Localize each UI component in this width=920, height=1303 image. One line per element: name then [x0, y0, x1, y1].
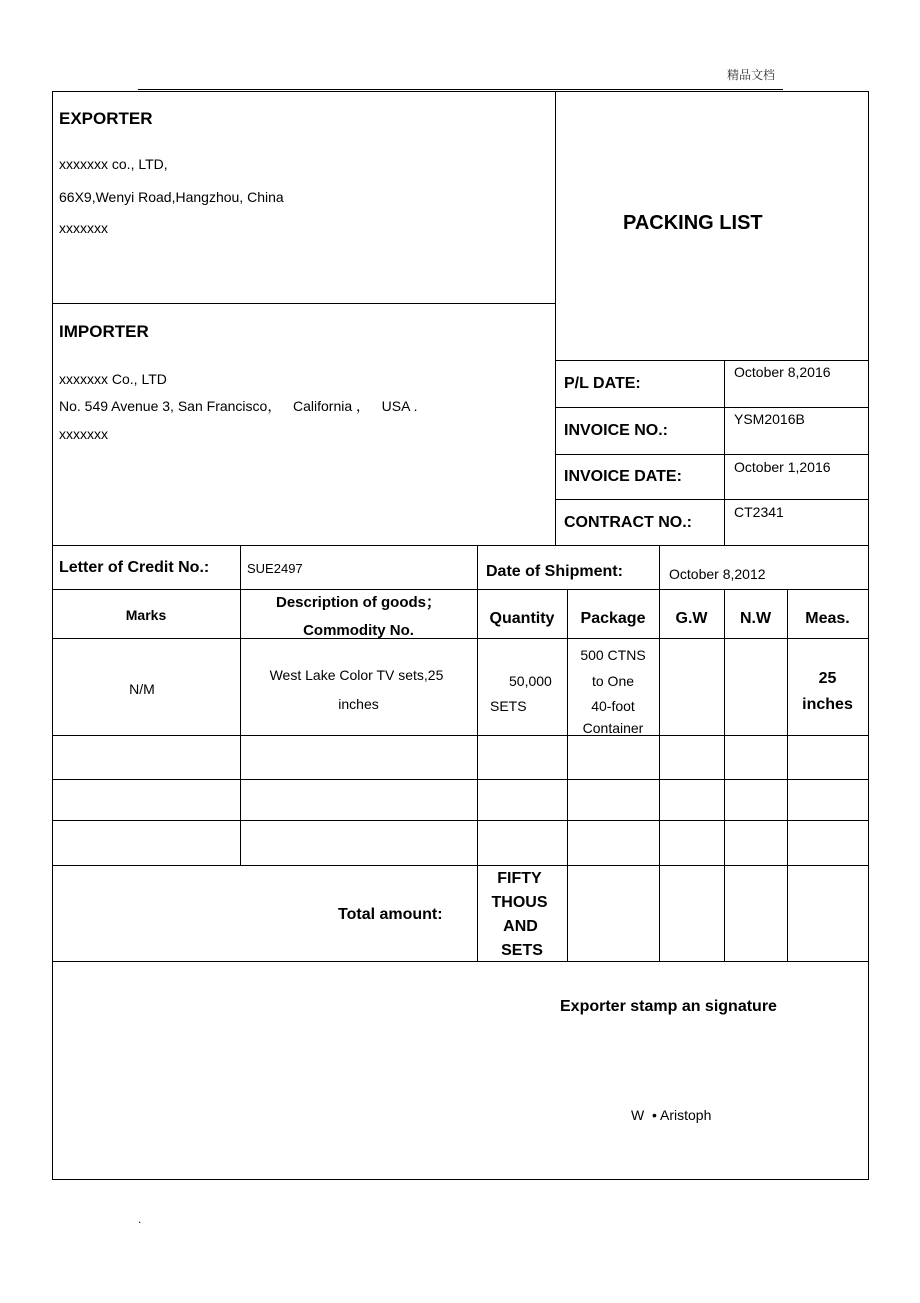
divider-meta-1: [555, 407, 868, 408]
col-header-desc-line2: Commodity No.: [303, 622, 414, 639]
credit-label: Letter of Credit No.:: [59, 559, 210, 576]
watermark-text: 精品文档: [727, 68, 776, 82]
signature-name: W • Aristoph: [631, 1107, 712, 1123]
frame-right: [868, 91, 869, 1179]
col-header-quantity: Quantity: [489, 610, 555, 627]
invoice-no-value: YSM2016B: [734, 411, 805, 427]
importer-line2: No. 549 Avenue 3, San Francisco， California ， USA .: [59, 398, 418, 414]
item-meas-line1: 25: [818, 670, 837, 687]
frame-left: [52, 91, 53, 1179]
item-pkg-line1: 500 CTNS: [580, 647, 646, 663]
divider-credit-top: [52, 545, 869, 546]
contract-no-label: CONTRACT NO.:: [564, 514, 692, 531]
exporter-line3: xxxxxxx: [59, 220, 108, 236]
total-label: Total amount:: [338, 906, 443, 923]
divider-meta-3: [555, 499, 868, 500]
divider-credit-v2: [477, 545, 478, 589]
credit-value: SUE2497: [247, 561, 303, 576]
item-qty-line1: 50,000: [509, 673, 552, 689]
divider-header-top: [52, 589, 869, 590]
divider-row-4: [52, 865, 869, 866]
col-line-gw: [724, 589, 725, 961]
divider-meta-2: [555, 454, 868, 455]
frame-top: [52, 91, 869, 92]
divider-credit-v1: [240, 545, 241, 589]
divider-row-3: [52, 820, 869, 821]
total-line1: FIFTY: [497, 870, 542, 887]
item-desc-line1: West Lake Color TV sets,25: [269, 667, 444, 683]
col-line-nw: [787, 589, 788, 961]
importer-line3: xxxxxxx: [59, 426, 108, 442]
total-line3: AND: [503, 918, 538, 935]
importer-line1: xxxxxxx Co., LTD: [59, 371, 167, 387]
divider-meta-v: [724, 360, 725, 545]
shipment-value: October 8,2012: [669, 566, 766, 582]
divider-row-2: [52, 779, 869, 780]
divider-meta-top: [555, 360, 868, 361]
col-header-package: Package: [580, 610, 646, 627]
item-desc-line2: inches: [338, 696, 379, 712]
pl-date-label: P/L DATE:: [564, 375, 641, 392]
top-rule: [138, 89, 783, 90]
invoice-date-label: INVOICE DATE:: [564, 468, 682, 485]
col-header-nw: N.W: [739, 610, 772, 627]
divider-row-1: [52, 735, 869, 736]
divider-exporter-importer: [52, 303, 555, 304]
exporter-line2: 66X9,Wenyi Road,Hangzhou, China: [59, 189, 284, 205]
col-header-meas: Meas.: [805, 610, 850, 627]
invoice-date-value: October 1,2016: [734, 459, 831, 475]
importer-label: IMPORTER: [59, 322, 149, 341]
col-header-desc-line1: Description of goods；: [275, 594, 441, 611]
exporter-line1: xxxxxxx co., LTD,: [59, 156, 168, 172]
signature-label: Exporter stamp an signature: [560, 998, 777, 1015]
contract-no-value: CT2341: [734, 504, 784, 520]
col-header-marks: Marks: [125, 607, 167, 623]
exporter-label: EXPORTER: [59, 109, 153, 128]
divider-v-top: [555, 91, 556, 545]
item-pkg-line2: to One: [591, 673, 635, 689]
col-header-gw: G.W: [675, 610, 708, 627]
col-line-qty: [567, 589, 568, 961]
invoice-no-label: INVOICE NO.:: [564, 422, 669, 439]
total-line4: SETS: [501, 942, 543, 959]
item-pkg-line4: Container: [582, 720, 644, 736]
pl-date-value: October 8,2016: [734, 364, 831, 380]
frame-bottom: [52, 1179, 869, 1180]
item-meas-line2: inches: [802, 696, 853, 713]
col-line-pkg: [659, 589, 660, 961]
footer-dot: .: [138, 1212, 142, 1226]
shipment-label: Date of Shipment:: [486, 563, 623, 580]
item-qty-line2: SETS: [490, 698, 527, 714]
page-title: PACKING LIST: [623, 212, 763, 234]
total-line2: THOUS: [491, 894, 548, 911]
divider-total-bottom: [52, 961, 869, 962]
divider-credit-v3: [659, 545, 660, 589]
item-marks: N/M: [129, 681, 155, 697]
item-pkg-line3: 40-foot: [591, 698, 635, 714]
